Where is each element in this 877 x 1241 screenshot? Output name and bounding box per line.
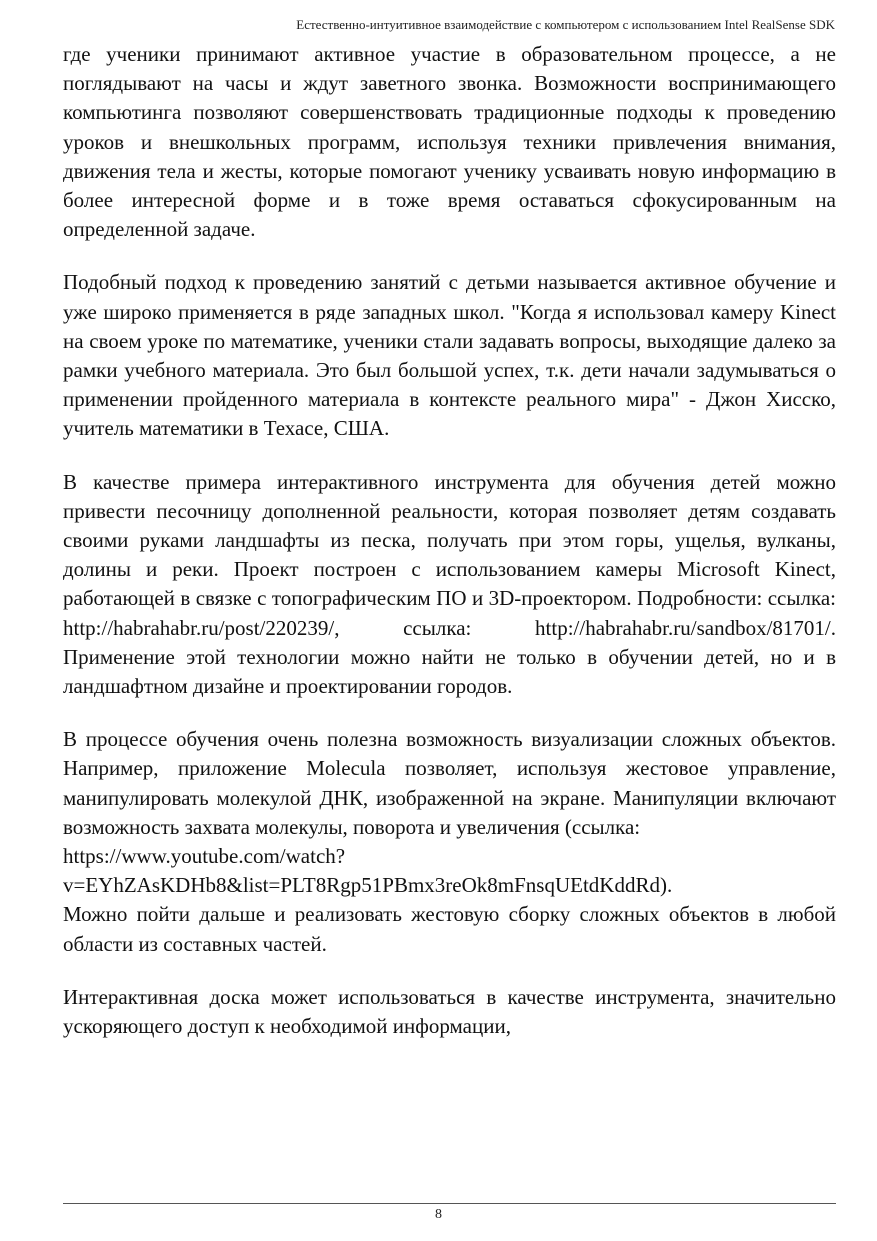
running-header: Естественно-интуитивное взаимодействие с компьютером с использованием Intel RealSense SDK xyxy=(296,17,835,32)
youtube-link-part-2[interactable]: v=EYhZAsKDHb8&list=PLT8Rgp51PBmx3reOk8mFnsqUEtdKddRd). xyxy=(63,873,673,898)
youtube-link-part-1[interactable]: https://www.youtube.com/watch? xyxy=(63,844,346,869)
paragraph-1: где ученики принимают активное участие в образовательном процессе, а не поглядывают на часы и ждут заветного звонка. Возможности воспринимающего компьютинга позволяют совершенствовать традиционные подходы к проведению уроков и внешкольных программ, используя техники привлечения внимания, движения тела и жесты, которые помогают ученику усваивать новую информацию в более интересной форме и в тоже время оставаться сфокусированным на определенной задаче. xyxy=(63,42,836,242)
paragraph-3: В качестве примера интерактивного инструмента для обучения детей можно привести песочницу дополненной реальности, которая позволяет детям создавать своими руками ландшафты из песка, получать при этом горы, ущелья, вулканы, долины и реки. Проект построен с использованием камеры Microsoft Kinect, работающей в связке с топографическим ПО и 3D-проектором. Подробности: ссылка: http://habrahabr.ru/post/220239/, ссылка: http://habrahabr.ru/sandbox/81701/. Применение этой технологии можно найти не только в обучении детей, но и в ландшафтном дизайне и проектировании городов. xyxy=(63,469,836,699)
page-number: 8 xyxy=(435,1207,442,1222)
paragraph-4 xyxy=(63,725,836,959)
body-text xyxy=(63,40,836,1065)
footer-divider xyxy=(63,1203,836,1204)
paragraph-2: Подобный подход к проведению занятий с детьми называется активное обучение и уже широко применяется в ряде западных школ. "Когда я использовал камеру Kinect на своем уроке по математике, ученики стали задавать вопросы, выходящие далеко за рамки учебного материала. Это был большой успех, т.к. дети начали задумываться о применении пройденного материала в контексте реального мира" - Джон Хисско, учитель математики в Техасе, США. xyxy=(63,270,836,441)
paragraph-5: Интерактивная доска может использоваться в качестве инструмента, значительно ускоряющего доступ к необходимой информации, xyxy=(63,984,836,1039)
paragraph-4-text-b: Можно пойти дальше и реализовать жестовую сборку сложных объектов в любой области из составных частей. xyxy=(63,902,836,956)
paragraph-4-text-a: В процессе обучения очень полезна возможность визуализации сложных объектов. Например, приложение Molecula позволяет, используя жестовое управление, манипулировать молекулой ДНК, изображенной на экране. Манипуляции включают возможность захвата молекулы, поворота и увеличения (ссылка: xyxy=(63,727,836,839)
